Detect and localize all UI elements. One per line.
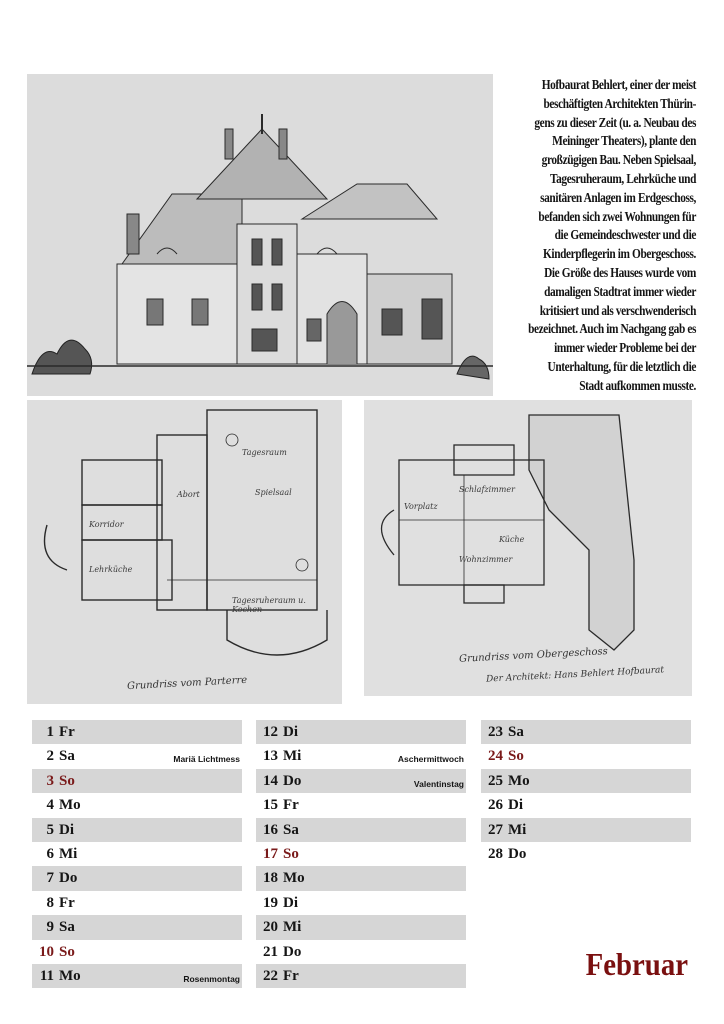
- calendar-day-row: [32, 891, 242, 915]
- calendar-day-row: [481, 818, 691, 842]
- weekday: Di: [283, 894, 298, 911]
- calendar-day-row: [256, 915, 466, 939]
- weekday: Mi: [508, 821, 527, 838]
- weekday: Do: [283, 772, 302, 789]
- day-number: 20: [263, 919, 278, 936]
- day-number: 26: [488, 797, 503, 814]
- description-line: damaligen Stadtrat immer wieder: [544, 283, 696, 299]
- room-label: Korridor: [89, 520, 124, 529]
- calendar-column-1: [32, 720, 242, 988]
- calendar-day-row: [32, 793, 242, 817]
- weekday: Sa: [283, 821, 299, 838]
- calendar-column-2: [256, 720, 466, 988]
- calendar-column-3: [481, 720, 691, 866]
- calendar-day-row: [256, 964, 466, 988]
- calendar-day-row: [256, 720, 466, 744]
- weekday: Sa: [508, 724, 524, 740]
- description-line: Kinderpflegerin im Obergeschoss.: [543, 246, 696, 262]
- elevation-sketch: [27, 74, 493, 396]
- weekday: Mi: [59, 845, 78, 862]
- day-number: 3: [46, 772, 54, 789]
- day-number: 28: [488, 845, 503, 862]
- description-line: Tagesruheraum, Lehrküche und: [550, 170, 696, 186]
- day-number: 22: [263, 967, 278, 984]
- description-line: bezeichnet. Auch im Nachgang gab es: [528, 321, 696, 337]
- ground-plan-caption: Grundriss vom Parterre: [126, 674, 248, 693]
- weekday: Sa: [59, 748, 75, 765]
- day-number: 8: [46, 894, 54, 911]
- calendar-day-row: [481, 744, 691, 768]
- holiday-label: Rosenmontag: [183, 973, 240, 984]
- room-label: Tagesraum: [242, 448, 287, 457]
- weekday: Di: [283, 724, 298, 740]
- weekday: Mo: [508, 772, 530, 789]
- calendar-day-row: [481, 842, 691, 866]
- calendar-day-row: [32, 769, 242, 793]
- description-text: [510, 76, 696, 396]
- calendar-day-row: [32, 720, 242, 744]
- room-label: Lehrküche: [89, 565, 133, 574]
- description-line: Unterhaltung, für die letztlich die: [547, 358, 696, 374]
- room-label: Spielsaal: [255, 488, 292, 497]
- day-number: 7: [46, 870, 54, 887]
- calendar-day-row: [32, 940, 242, 964]
- day-number: 25: [488, 772, 503, 789]
- weekday: Do: [59, 870, 78, 887]
- calendar-day-row: [256, 793, 466, 817]
- calendar-day-row: [32, 964, 242, 988]
- description-line: Meininger Theaters), plante den: [552, 133, 696, 149]
- weekday: Di: [508, 797, 523, 814]
- day-number: 13: [263, 748, 278, 765]
- room-label: Küche: [499, 535, 525, 544]
- calendar-day-row: [256, 744, 466, 768]
- weekday: Mi: [283, 919, 302, 936]
- day-number: 16: [263, 821, 278, 838]
- day-number: 11: [39, 967, 54, 984]
- description-line: Hofbaurat Behlert, einer der meist: [541, 77, 696, 92]
- weekday: Fr: [59, 724, 75, 740]
- day-number: 15: [263, 797, 278, 814]
- weekday: Fr: [59, 894, 75, 911]
- calendar-day-row: [32, 866, 242, 890]
- description-line: immer wieder Probleme bei der: [554, 340, 696, 356]
- ground-plan-sketch: [27, 400, 342, 704]
- day-number: 19: [263, 894, 278, 911]
- description-line: Stadt aufkommen musste.: [579, 377, 696, 393]
- day-number: 10: [39, 943, 54, 960]
- day-number: 23: [488, 724, 503, 740]
- room-label: Wohnzimmer: [459, 555, 513, 564]
- description-line: kritisiert und als verschwenderisch: [539, 302, 696, 318]
- day-number: 1: [46, 724, 54, 740]
- weekday: Mo: [59, 797, 81, 814]
- weekday: Fr: [283, 967, 299, 984]
- calendar-day-row: [256, 818, 466, 842]
- calendar-day-row: [32, 842, 242, 866]
- day-number: 2: [46, 748, 54, 765]
- calendar-day-row: [481, 720, 691, 744]
- ground-floor-plan: [27, 400, 342, 704]
- description-line: Die Größe des Hauses wurde vom: [544, 264, 696, 280]
- calendar-day-row: [32, 744, 242, 768]
- holiday-label: Aschermittwoch: [397, 754, 464, 765]
- day-number: 27: [488, 821, 503, 838]
- calendar-day-row: [256, 866, 466, 890]
- calendar-day-row: [32, 818, 242, 842]
- description-line: beschäftigten Architekten Thürin-: [543, 95, 696, 111]
- day-number: 4: [46, 797, 54, 814]
- day-number: 21: [263, 943, 278, 960]
- calendar-day-row: [256, 769, 466, 793]
- calendar-day-row: [32, 915, 242, 939]
- day-number: 18: [263, 870, 278, 887]
- upper-floor-plan: [364, 400, 692, 696]
- day-number: 5: [46, 821, 54, 838]
- description-line: sanitären Anlagen im Erdgeschoss,: [540, 189, 696, 205]
- description-line: befanden sich zwei Wohnungen für: [538, 208, 696, 224]
- weekday: Fr: [283, 797, 299, 814]
- calendar-day-row: [256, 940, 466, 964]
- weekday: Mo: [59, 967, 81, 984]
- calendar-day-row: [481, 793, 691, 817]
- room-label: Vorplatz: [404, 502, 438, 511]
- weekday: Do: [283, 943, 302, 960]
- day-number: 17: [263, 845, 278, 862]
- holiday-label: Valentinstag: [413, 778, 464, 789]
- house-elevation-drawing: [27, 74, 493, 396]
- day-number: 12: [263, 724, 278, 740]
- room-label: Tagesruheraum u. Kochen: [232, 596, 306, 614]
- calendar-day-row: [256, 891, 466, 915]
- weekday: Sa: [59, 919, 75, 936]
- day-number: 9: [46, 919, 54, 936]
- calendar-day-row: [481, 769, 691, 793]
- weekday: Mo: [283, 870, 305, 887]
- weekday: So: [59, 772, 75, 789]
- weekday: Do: [508, 845, 527, 862]
- weekday: So: [283, 845, 299, 862]
- upper-plan-caption: Grundriss vom Obergeschoss: [458, 646, 609, 665]
- weekday: So: [508, 748, 524, 765]
- day-number: 24: [488, 748, 503, 765]
- architect-signature: Der Architekt: Hans Behlert Hofbaurat: [485, 665, 665, 685]
- weekday: So: [59, 943, 75, 960]
- day-number: 6: [46, 845, 54, 862]
- weekday: Di: [59, 821, 74, 838]
- description-line: gens zu dieser Zeit (u. a. Neubau des: [534, 114, 696, 130]
- room-label: Abort: [177, 490, 200, 499]
- room-label: Schlafzimmer: [459, 485, 515, 494]
- description-line: großzügigen Bau. Neben Spielsaal,: [541, 152, 696, 168]
- month-title: Februar: [585, 946, 688, 982]
- weekday: Mi: [283, 748, 302, 765]
- holiday-label: Mariä Lichtmess: [173, 754, 240, 765]
- day-number: 14: [263, 772, 278, 789]
- description-line: die Gemeindeschwester und die: [554, 227, 696, 243]
- calendar-day-row: [256, 842, 466, 866]
